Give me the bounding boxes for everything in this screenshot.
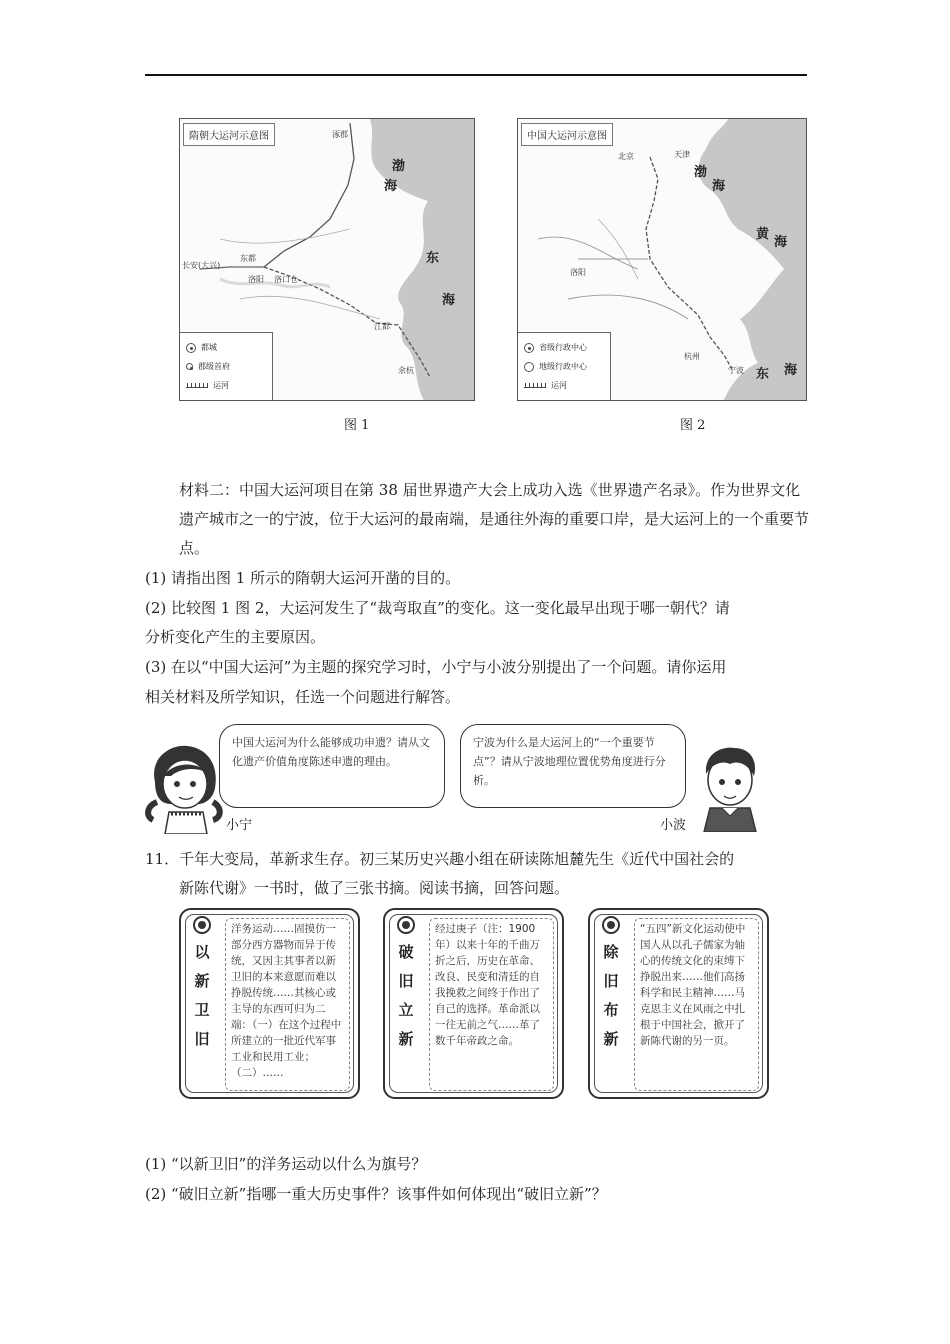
card-side (596, 916, 626, 1091)
label-xiaobo: 小波 (660, 818, 687, 833)
card-title: 破旧立新 (396, 944, 415, 1060)
excerpt-card-yixinweijiu (179, 908, 360, 1099)
question-11-intro-line2: 新陈代谢》一书时，做了三张书摘。阅读书摘，回答问题。 (179, 879, 570, 897)
question-11-1: (1) “以新卫旧”的洋务运动以什么为旗号？ (145, 1155, 427, 1173)
boy-xiaobo-illustration (690, 742, 770, 832)
card-title: 除旧布新 (601, 944, 620, 1060)
sea-label: 东 (756, 367, 770, 382)
card-text: 洋务运动……固摸仿一部分西方器物而异于传统，又因主其事者以新卫旧的本来意愿而难以挣脱传统……其核心或主导的东西可归为二端：（一）在这个过程中所建立的一批近代军事工业和民用工业；（二）…… (225, 918, 350, 1091)
prefecture-symbol-icon (186, 363, 193, 370)
city-jiangdu: 江都 (374, 322, 390, 331)
city-luokoucang: 洛口仓 (274, 275, 298, 284)
card-side (391, 916, 421, 1091)
map2-legend (518, 332, 611, 400)
map1-title: 隋朝大运河示意图 (183, 123, 275, 146)
city-dongdu: 东都 (240, 254, 256, 263)
city-yuhang: 余杭 (398, 366, 414, 375)
question-11-2: (2) “破旧立新”指哪一重大历史事件？该事件如何体现出“破旧立新”？ (145, 1185, 607, 1203)
city-luoyang: 洛阳 (248, 275, 264, 284)
canal-symbol-icon (186, 383, 208, 388)
legend-label: 都城 (201, 343, 217, 352)
sea-label: 渤 (392, 159, 406, 174)
legend-label: 运河 (213, 381, 229, 390)
question-11-intro-text: 千年大变局，革新求生存。初三某历史兴趣小组在研读陈旭麓先生《近代中国社会的 (179, 850, 735, 868)
sea-label: 黄 (756, 227, 770, 242)
question-10-2-line2: 分析变化产生的主要原因。 (145, 628, 326, 646)
question-11-number: 11． (145, 850, 180, 868)
province-capital-symbol-icon (524, 343, 534, 353)
card-text: “五四”新文化运动使中国人从以孔子儒家为轴心的传统文化的束缚下挣脱出来……他们高扬科学和民主精神……马克思主义在风雨之中扎根于中国社会，掀开了新陈代谢的另一页。 (634, 918, 759, 1091)
label-xiaoning: 小宁 (226, 818, 253, 833)
speech-bubble-xiaoning: 中国大运河为什么能够成功申遗？请从文化遗产价值角度陈述申遗的理由。 (219, 724, 445, 808)
legend-label: 运河 (551, 381, 567, 390)
canal-symbol-icon (524, 383, 546, 388)
question-10-2-line1: (2) 比较图 1 图 2，大运河发生了“裁弯取直”的变化。这一变化最早出现于哪一朝代？请 (145, 599, 730, 617)
capital-symbol-icon (186, 343, 196, 353)
header-rule (145, 74, 807, 76)
material-two-paragraph: 材料二：中国大运河项目在第 38 届世界遗产大会上成功入选《世界遗产名录》。作为世界文化遗产城市之一的宁波，位于大运河的最南端，是通往外海的重要口岸，是大运河上的一个重要节点。 (179, 481, 810, 557)
card-text: 经过庚子（注：1900 年）以来十年的千曲万折之后，历史在革命、改良、民变和清廷的自我挽救之间终于作出了自己的选择。革命派以一往无前之气……革了数千年帝政之命。 (429, 918, 554, 1091)
sea-label: 海 (442, 293, 456, 308)
excerpt-card-pojiulixin (383, 908, 564, 1099)
sea-label: 海 (784, 363, 798, 378)
sea-label: 渤 (694, 165, 708, 180)
card-title: 以新卫旧 (192, 944, 211, 1060)
map1-legend (180, 332, 273, 400)
card-side (187, 916, 217, 1091)
city-beijing: 北京 (618, 152, 634, 161)
excerpt-card-chujiubuxin (588, 908, 769, 1099)
figure-1-caption: 图 1 (344, 418, 370, 433)
binder-ring-icon (397, 916, 415, 934)
figure-2-caption: 图 2 (680, 418, 706, 433)
girl-xiaoning-illustration (143, 742, 225, 834)
legend-label: 郡级首府 (198, 362, 230, 371)
city-changan: 长安(大兴) (182, 261, 221, 270)
city-hangzhou: 杭州 (684, 352, 700, 361)
speech-bubble-xiaobo: 宁波为什么是大运河上的“一个重要节点”？请从宁波地理位置优势角度进行分析。 (460, 724, 686, 808)
question-10-3-line1: (3) 在以“中国大运河”为主题的探究学习时，小宁与小波分别提出了一个问题。请你运用 (145, 658, 727, 676)
sea-label: 海 (384, 179, 398, 194)
sea-label: 海 (774, 235, 788, 250)
legend-label: 地级行政中心 (539, 362, 587, 371)
city-ningbo: 宁波 (728, 366, 744, 375)
map-china-canal (517, 118, 807, 401)
city-luoyang: 洛阳 (570, 268, 586, 277)
city-center-symbol-icon (524, 362, 534, 372)
map-sui-canal (179, 118, 475, 401)
map2-title: 中国大运河示意图 (521, 123, 613, 146)
binder-ring-icon (193, 916, 211, 934)
question-10-3-line2: 相关材料及所学知识，任选一个问题进行解答。 (145, 688, 461, 706)
sea-label: 海 (712, 179, 726, 194)
city-tianjin: 天津 (674, 150, 690, 159)
legend-label: 省级行政中心 (539, 343, 587, 352)
binder-ring-icon (602, 916, 620, 934)
sea-label: 东 (426, 251, 440, 266)
question-11-intro-line1 (145, 845, 810, 873)
city-zhuojun: 涿郡 (332, 130, 348, 139)
question-10-1: (1) 请指出图 1 所示的隋朝大运河开凿的目的。 (145, 569, 461, 587)
